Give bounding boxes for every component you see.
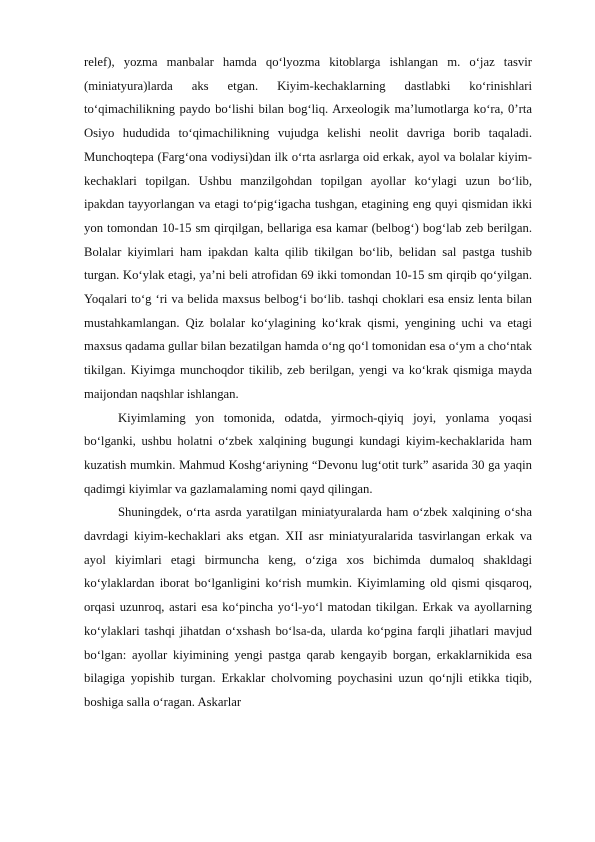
document-page [84,51,532,715]
paragraph-1: relef), yozma manbalar hamda qo‘lyozma kitoblarga ishlangan m. o‘jaz tasvir (miniatyura)larda aks etgan. Kiyim-kechaklarning dastlabki ko‘rinishlari to‘qimachilikning paydo bo‘lishi bilan bog‘liq. Arxeologik ma’lumotlarga ko‘ra, 0’rta Osiyo hududida to‘qimachilikning vujudga kelishi neolit davriga borib taqaladi. Munchoqtepa (Farg‘ona vodiysi)dan ilk o‘rta asrlarga oid erkak, ayol va bolalar kiyim-kechaklari topilgan. Ushbu manzilgohdan topilgan ayollar ko‘ylagi uzun bo‘lib, ipakdan tayyorlangan va etagi to‘pig‘igacha tushgan, etagining eng quyi qismidan ikki yon tomondan 10-15 sm qirqilgan, bellariga esa kamar (belbog‘) bog‘lab zeb berilgan. Bolalar kiyimlari ham ipakdan kalta qilib tikilgan bo‘lib, belidan sal pastga tushib turgan. Ko‘ylak etagi, ya’ni beli atrofidan 69 ikki tomondan 10-15 sm qirqib qo‘yilgan. Yoqalari to‘g ‘ri va belida maxsus belbog‘i bo‘lib. tashqi choklari esa ensiz lenta bilan mustahkamlangan. Qiz bolalar ko‘ylagining ko‘krak qismi, yengining uchi va etagi maxsus qadama gullar bilan bezatilgan hamda o‘ng qo‘l tomonidan esa o‘ym a cho‘ntak tikilgan. Kiyimga munchoqdor tikilib, zeb berilgan, yengi va ko‘krak qismiga mayda maijondan naqshlar ishlangan. [84,55,532,401]
paragraph-2: Kiyimlaming yon tomonida, odatda, yirmoch-qiyiq joyi, yonlama yoqasi bo‘lganki, ushbu holatni o‘zbek xalqining bugungi kundagi kiyim-kechaklarida ham kuzatish mumkin. Mahmud Koshg‘ariyning “Devonu lug‘otit turk” asarida 30 ga yaqin qadimgi kiyimlar va gazlamalaming nomi qayd qilingan. [84,410,532,496]
paragraph-3: Shuningdek, o‘rta asrda yaratilgan miniatyuralarda ham o‘zbek xalqining o‘sha davrdagi kiyim-kechaklari aks etgan. XII asr miniatyuralarida tasvirlangan erkak va ayol kiyimlari etagi birmuncha keng, o‘ziga xos bichimda dumaloq shakldagi ko‘ylaklardan iborat bo‘lganligini ko‘rish mumkin. Kiyimlaming old qismi qisqaroq, orqasi uzunroq, astari esa ko‘pincha yo‘l-yo‘l matodan tikilgan. Erkak va ayollarning ko‘ylaklari tashqi jihatdan o‘xshash bo‘lsa-da, ularda ko‘pgina farqli jihatlari mavjud bo‘lgan: ayollar kiyimining yengi pastga qarab kengayib borgan, erkaklarnikida esa bilagiga yopishib turgan. Erkaklar cholvoming poychasini uzun qo‘njli etikka tiqib, boshiga salla o‘ragan. Askarlar [84,505,532,709]
